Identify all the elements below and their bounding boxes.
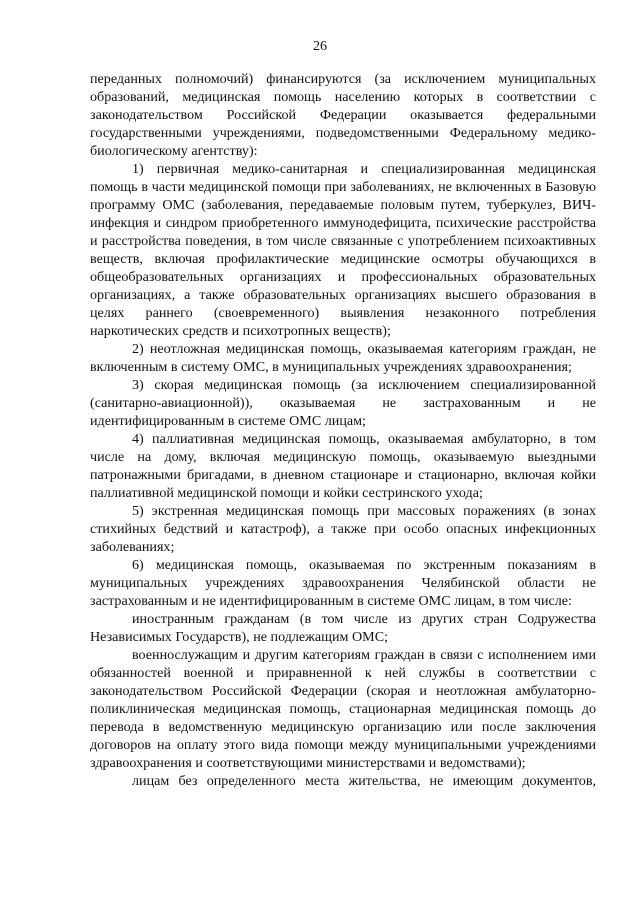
sub-item-homeless: лицам без определенного места жительства, не имеющим документов,	[132, 773, 596, 789]
list-item-3: 3) скорая медицинская помощь (за исключением специализированной (санитарно-авиационной)), оказываемая не застрахованным и не идентифицированным в системе ОМС лицам;	[90, 377, 596, 429]
page-number: 26	[313, 39, 327, 54]
sub-item-military: военнослужащим и другим категориям граждан в связи с исполнением ими обязанностей военной и приравненной к ней службы в соответствии с законодательством Российской Федерации (скорая и неотложная амбулаторно-поликлиническая медицинская помощь, стационарная медицинская помощь до перевода в ведомственную медицинскую организацию или после заключения договоров на оплату этого вида помощи между муниципальными учреждениями здравоохранения и соответствующими министерствами и ведомствами);	[90, 647, 596, 771]
sub-item-foreign-citizens: иностранным гражданам (в том числе из других стран Содружества Независимых Государств), не подлежащим ОМС;	[90, 611, 596, 645]
list-item-5: 5) экстренная медицинская помощь при массовых поражениях (в зонах стихийных бедствий и катастроф), а также при особо опасных инфекционных заболеваниях;	[90, 503, 596, 555]
paragraph-continuation: переданных полномочий) финансируются (за исключением муниципальных образований, медицинская помощь населению которых в соответствии с законодательством Российской Федерации оказывается федеральными государственными учреждениями, подведомственными Федеральному медико-биологическому агентству):	[90, 71, 596, 159]
document-body	[90, 70, 596, 790]
list-item-6: 6) медицинская помощь, оказываемая по экстренным показаниям в муниципальных учреждениях здравоохранения Челябинской области не застрахованным и не идентифицированным в системе ОМС лицам, в том числе:	[90, 557, 596, 609]
list-item-1: 1) первичная медико-санитарная и специализированная медицинская помощь в части медицинской помощи при заболеваниях, не включенных в Базовую программу ОМС (заболевания, передаваемые половым путем, туберкулез, ВИЧ-инфекция и синдром приобретенного иммунодефицита, психические расстройства и расстройства поведения, в том числе связанные с употреблением психоактивных веществ, включая профилактические медицинские осмотры обучающихся в общеобразовательных организациях и профессиональных образовательных организациях, а также образовательных организациях высшего образования в целях раннего (своевременного) выявления незаконного потребления наркотических средств и психотропных веществ);	[90, 161, 596, 339]
list-item-4: 4) паллиативная медицинская помощь, оказываемая амбулаторно, в том числе на дому, включая медицинскую помощь, оказываемую выездными патронажными бригадами, в дневном стационаре и стационарно, включая койки паллиативной медицинской помощи и койки сестринского ухода;	[90, 431, 596, 501]
list-item-2: 2) неотложная медицинская помощь, оказываемая категориям граждан, не включенным в систему ОМС, в муниципальных учреждениях здравоохранения;	[90, 341, 596, 375]
